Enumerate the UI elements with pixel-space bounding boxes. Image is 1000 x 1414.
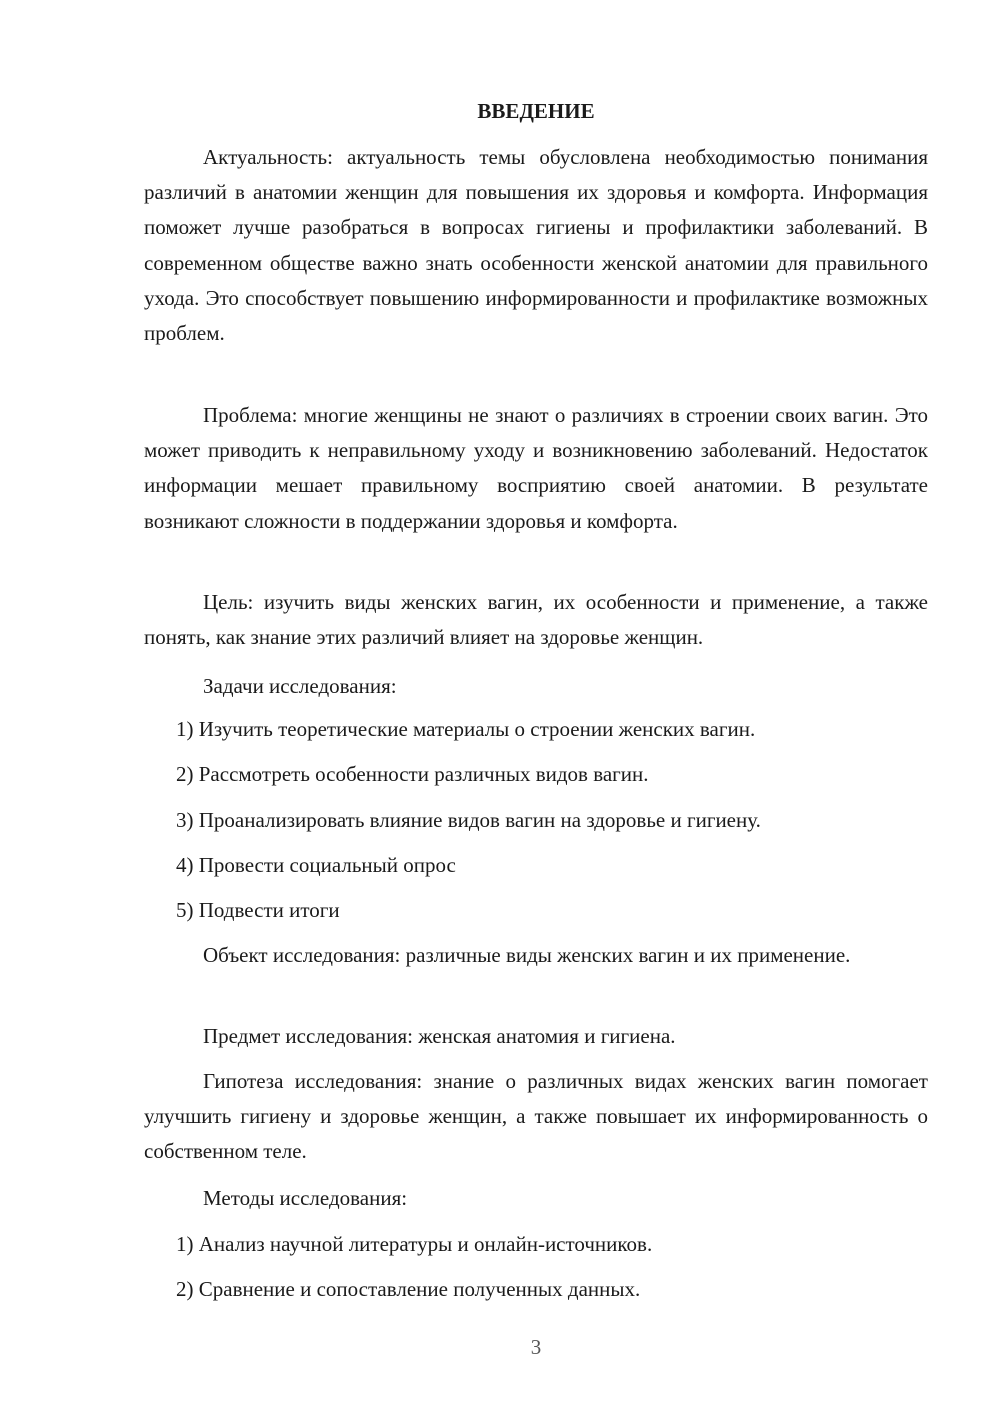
subject-paragraph: Предмет исследования: женская анатомия и гигиена. [203, 1024, 676, 1048]
object-paragraph: Объект исследования: различные виды женских вагин и их применение. [203, 943, 851, 967]
task-item-4: 4) Провести социальный опрос [176, 853, 456, 877]
method-item-2: 2) Сравнение и сопоставление полученных данных. [176, 1277, 641, 1301]
method-item-1: 1) Анализ научной литературы и онлайн-источников. [176, 1232, 653, 1256]
section-heading: ВВЕДЕНИЕ [477, 99, 595, 123]
tasks-heading: Задачи исследования: [203, 674, 397, 698]
task-item-5: 5) Подвести итоги [176, 898, 340, 922]
task-item-3: 3) Проанализировать влияние видов вагин на здоровье и гигиену. [176, 808, 761, 832]
methods-heading: Методы исследования: [203, 1186, 408, 1210]
problem-paragraph: Проблема: многие женщины не знают о различиях в строении своих вагин. Это может приводить к неправильному уходу и возникновению заболеваний. Недостаток информации мешает правильному восприятию своей анатомии. В результате возникают сложности в поддержании здоровья и комфорта. [144, 403, 928, 533]
page-number: 3 [530, 1335, 542, 1359]
task-item-1: 1) Изучить теоретические материалы о строении женских вагин. [176, 717, 756, 741]
goal-paragraph: Цель: изучить виды женских вагин, их особенности и применение, а также понять, как знание этих различий влияет на здоровье женщин. [144, 590, 928, 650]
relevance-paragraph: Актуальность: актуальность темы обусловлена необходимостью понимания различий в анатомии женщин для повышения их здоровья и комфорта. Информация поможет лучше разобраться в вопросах гигиены и профилактики заболеваний. В современном обществе важно знать особенности женской анатомии для правильного ухода. Это способствует повышению информированности и профилактике возможных проблем. [144, 145, 928, 346]
task-item-2: 2) Рассмотреть особенности различных видов вагин. [176, 762, 649, 786]
hypothesis-paragraph: Гипотеза исследования: знание о различных видах женских вагин помогает улучшить гигиену и здоровье женщин, а также повышает их информированность о собственном теле. [144, 1069, 928, 1164]
